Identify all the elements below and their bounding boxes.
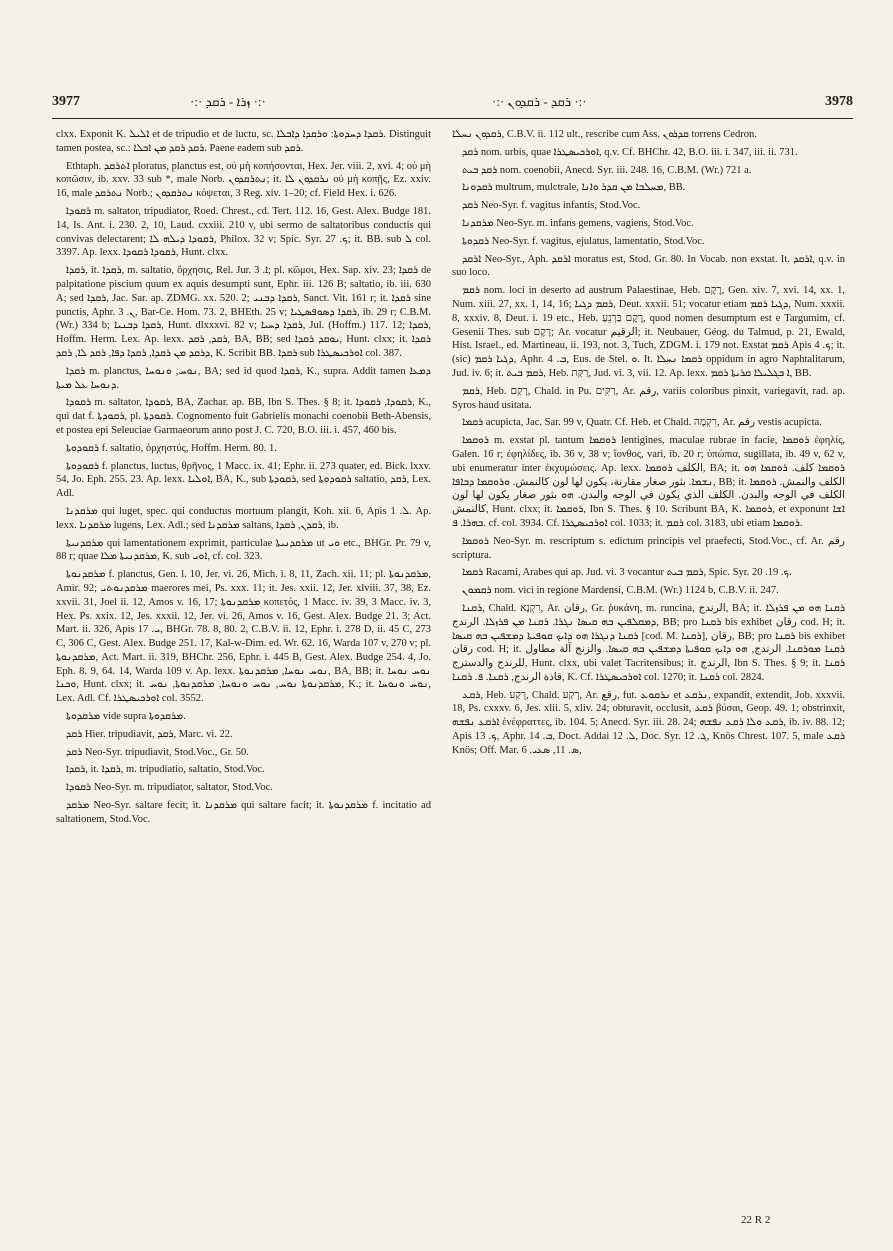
dictionary-entry: ܪܩܕ Neo-Syr. tripudiavit, Stod.Voc., Gr. 50.: [66, 746, 249, 758]
running-title-left: ·:· ܙܪܐ - ܪܩܕ ·:·: [190, 94, 266, 109]
page-header: [52, 94, 853, 116]
dictionary-entry: ܪܩܢܐ, Chald. רִקְנָא, Ar. رقان, Gr. ῥυκάνη, m. runcina, الرندج, BA; it. ܪܩܢܐ ܗܘ ܡܢ ܦܪܙܠܐ ܕܡܩܠܦܝܢ ܒܗ ܩܝܣܐ ܢܓܪܐ. ܪܩܢܐ ܡܢ ܦܪܙܠܐ. الرندج, BB; pro ܪܩܢܐ bis exhibet رقان cod. H; it. ܪܩܢܐ ܕܢܓܪܐ ܗܘ ܕܐܝܟ ܩܘܦܝܬܐ ܕܡܫܦܝܢ ܒܗ ܩܝܣܐ [cod. M. ܪܩܢܐ], رقان, BB; pro ܪܩܢܐ bis exhibet رقان cod. H; it. ܪܩܢܐ ܡܘܪܩܢܐ. الرندج, ܗܘ ܕܐܝܟ ܩܘܦܝܬܐ ܕܡܫܦܝܢ ܒܗ ܩܝܣܐ. والزنج آلة مطاول للرندج والدسترج, Hunt. clxx, ubi valet Tacritensibus; it. الرندج, Ibn S. Thes. § 9; it. ܪܩܢܐ قاذة الرندج, ܪܩܢܐ. ܦ. ܪܩܢܐ, K. Cf. ܐܘܪܟܝܣܛܪܐ col. 1270; it. ܪܩܢܐ col. 2824.: [452, 602, 845, 683]
dictionary-entry: ܪܩܘܕܐ m. saltator, tripudiator, Roed. Chrest., cd. Tert. 112. 16, Gest. Alex. Budge 181. 14, Is. Ant. i. 230. 2, 10, Laud. cxxiii. 210 v, ubi sermo de saltatoribus conductis qui convivas delectarent; ܪܩܘܕܐ ܕܝܠܗ ܠܐ, Philox. 32 v; Spic. Syr. ܟ. 27; it. BB. sub ܠ col. 3397. Ap. lexx. ܪܩܘܕܐ ܪܩܘܕܐ, Hunt. clxx.: [56, 205, 431, 259]
dictionary-entry: clxx. Exponit K. ܐܠܝܠ et de tripudio et de luctu, sc. ܪܩܕܐ ܕܚܕܘܬܐ: ܘܪܩܕܐ ܕܐܒܠܐ. Distinguit tamen postea, sc.: ܪܩܕ ܪܩܕ ܡܢ ܐܒܠܐ. Paene eadem sub ܪܩܕ.: [56, 129, 431, 154]
dictionary-entry: ܪܩܥ, Heb. רָקַע, Chald. רְקַע, Ar. رقع, fut. ܢܪܩܘܥ et ܢܪܩܥ, expandit, extendit, Job. xxxvii. 18, Ps. cxxxv. 6, Jes. xlii. 5, xliv. 24; obturavit, occlusit, ܪܩܥ βύσαι, Geop. 49. 1; obstrinxit, ܐܪܩܥ ܢܦܫܗ ἐνέφραττες, ib. 104. 5; Anecd. Syr. iii. 28. 24; ܪܩܥ ܘܠܐ ܪܩܥ ܢܦܫܗ, ib. iv. 88. 12; Apis ܟ. 13, Aphr. ܒ. 14, Doct. Addai ܠ. 12, Doc. Syr. ܓ. 12, Knös Chrest. 107. 5, male ܪܩܥ Knös; Off. Mar. ܣ. 11, ܣܥܝ. 6,: [452, 689, 845, 756]
dictionary-entry: ܪܩܕܘܢ ܢܚܠܐ, C.B.V. ii. 112 ult., rescribe cum Ass. ܩܕܪܘܢ torrens Cedron.: [452, 129, 757, 140]
dictionary-entry: ܪܩܕܘܢܐ multrum, mulctrale, ܡܚܠܒܐ ܡܢ ܩܕܪ ܘܐܢܐ, BB.: [462, 182, 686, 194]
dictionary-entry: ܪܩܡܘܢ nom. vici in regione Mardensi, C.B.M. (Wr.) 1124 b, C.B.V. ii. 247.: [462, 585, 779, 597]
dictionary-entry: ܪܩܘܕܐ m. saltator, ܪܩܘܕܐ, BA, Zachar. ap. BB, Ibn S. Thes. § 8; it. ܪܩܘܕܐ, ܪܩܘܕܐ, K., qui dat f. ܪܩܘܕܬܐ, pl. ܪܩܘܕܬܐ. Cognomento fuit Gabrielis monachi coenobii Beth-Abensis, et postea epi Seleuciae Garmaeorum anno post J. C. 720, B.O. iii. i. 457, 460 bis.: [56, 397, 431, 436]
dictionary-entry: ܪܩܕܐ m. planctus, ܢܘܚ, ܘܢܘܚܐ, BA; sed id quod ܪܩܕܐ, K., supra. Addit tamen ܕܡܥܐ ܕܢܘܚܐ ܥܠ ܡܝܬܐ.: [56, 365, 431, 391]
dictionary-entry: ܪܩܘܕܘܬܐ f. saltatio, ὀρχηστύς, Hoffm. Herm. 80. 1.: [66, 442, 277, 454]
dictionary-entry: ܪܩܡ nom. loci in deserto ad austrum Palaestinae, Heb. רֶקֶם, Gen. xiv. 7, xvi. 14, xx. 1, Num. xiii. 27, xx. 1, 14, 16; ܪܩܡ ܕܓܝܐ, Deut. xxxii. 51; vocatur etiam ܕܓܝܐ ܪܩܡ, Num. xxxii. 8, xxxiv. 8, Deut. i. 19 etc., Heb. רֶקֶם בַּרְנֵעַ, quod nomen desumptum est e Targumim, cf. Gesenii Thes. sub רֶקֶם; Ar. vocatur الرقيم; it. Neubauer, Géog. du Talmud, p. 21, Ewald, Hist. Israel., ed. Martineau, ii. 193, not. 3, Tuch, ZDGM. i. 179 not. Exstat ܪܩܡ Apis ܟ. 4; it. (sic) ܕܓܝܐ ܪܩܡ, Aphr. ܒ. 4, Eus. de Stel. ܘ. It. ܪܩܡܐ ܢܚܠܐ oppidum in agro Naphtalitarum, Jud. iv. 6; it. ܪܩܡ ܒܝܬ, Heb. רַקַּת, Jud. vi. 3, vii. 12. Ap. lexx. ܐ ܒܓܠܝܠܐ ܩܪܝܬܐ ܪܩܡ, BB.: [452, 285, 845, 379]
signature-mark: 22 R 2: [741, 1214, 771, 1226]
dictionary-entry: ܪܩܕܘܬܐ Neo-Syr. f. vagitus, ejulatus, lamentatio, Stod.Voc.: [462, 235, 705, 247]
dictionary-entry: Ethtaph. ܐܬܪܩܕ ploratus, planctus est, οὐ μὴ κοπήσονται, Hex. Jer. viii. 2, xvi. 4; οὐ μὴ κοπῶσιν, ib. xxv. 33 sub *, male Norb. ܢܬܪܩܕܘܢ; it. ܢܪܩܕܘܢ ܠܐ οὐ μὴ κοπῇς, Ez. xxiv. 16, male ܢܬܪܩܕ Norb.; ܢܬܪܩܕܘܢ κόψεται, 3 Reg. xiv. 1–20; cf. Field Hex. i. 626.: [56, 160, 431, 200]
dictionary-entry: ܪܩܘܕܘܬܐ f. planctus, luctus, θρῆνος, 1 Macc. ix. 41; Ephr. ii. 273 quater, ed. Bick. lxxv. 54, Jo. Eph. 255. 23. Ap. lexx. ܐܘܠܝܐ, BA, K., sub ܪܩܘܕܬܐ, sed ܪܩܘܕܘܬܐ saltatio, ܪܩܕ, Lex. Adl.: [56, 460, 431, 500]
dictionary-entry: ܪܩܡ, Heb. רָקַם, Chald. in Pu. רַקִּים, Ar. رقم, variis coloribus pinxit, variegavit, rad. ap. Syros haud usitata.: [452, 385, 845, 411]
page-number-left: 3977: [52, 94, 80, 109]
dictionary-entry: ܪܩܕܐ, it. ܪܩܕܐ, m. saltatio, ὄρχησις, Rel. Jur. ܐ. 3; pl. κῶμοι, Hex. Sap. xiv. 23; ܪܩܕܐ de palpitatione piscium quum ex aquis desumpti sunt, Ephr. iii. 126 B; saltatio, ib. iii. 630 A; sed ܪܩܕܐ, Jac. Sar. ap. ZDMG. xx. 520. 2; ܪܩܕܐ ܕܒܢܝ, Sanct. Vit. 161 r; it. ܪܩܕܐ sine punctis, Aphr. ܢ. 3, Bar-Ce. Hom. 73. 2, BHEth. 25 v; ܪܩܕܐ ܕܣܘܦܣܛܝܐ, ib. 29 r; C.B.M. (Wr.) 334 b; ܪܩܕܐ ܕܒܢܝܐ, Hunt. dlxxxvi. 82 v; ܪܩܕܐ ܕܚܝܐ, Jul. (Hoffm.) 117. 12; ܪܩܕܐ, Hoffm. Herm. Lex. Ap. lexx. ܪܩܕ, ܪܩܕ, BA, BB; sed ܝܘܩܕ ܪܩܕܐ, Hunt. clxx; it. ܪܩܕܐ ܕܪܩܕ ܡܢ ܪܩܕܐ, ܪܩܕܐ ܕܦܐ, ܪܩܕ ܠܐ, ܪܩܕ, K. Scribit BB. ܪܩܕܐ sub ܐܘܪܟܝܣܛܪܐ col. 387.: [56, 265, 431, 359]
right-column: [452, 128, 845, 1213]
dictionary-entry: ܪܩܡܐ Racami, Arabes qui ap. Jud. vi. 3 vocantur ܪܩܡ ܒܝܬ, Spic. Syr. ܟ. 19. 20.: [462, 567, 792, 579]
dictionary-entry: ܡܪܩܕ Neo-Syr. saltare fecit; it. ܡܪܩܕܢܐ qui saltare facit; it. ܡܪܩܕܢܘܬܐ f. incitatio ad saltationem, Stod.Voc.: [56, 800, 431, 825]
dictionary-entry: ܡܪܩܕܢܝܬܐ qui lamentationem exprimit, particulae ܡܪܩܕܢܝܬܐ ut ܘܝ etc., BHGr. Pr. 79 v, 88 r; quae ܡܪܩܕܢܝܬܐ ܡܠܐ, K. sub ܐܘܝ, cf. col. 323.: [56, 537, 431, 563]
left-column: [56, 128, 431, 1213]
dictionary-entry: ܡܪܩܕܢܐ qui luget, spec. qui conductus mortuum plangit, Koh. xii. 6, Apis ܠ. 1. Ap. lexx. ܡܪܩܕܢܐ lugens, Lex. Adl.; sed ܡܪܩܕܢܐ saltans, ܪܩܕܢ, ܪܩܕܐ, ib.: [56, 505, 431, 531]
dictionary-entry: ܪܩܕܐ, it. ܪܩܕܐ, m. tripudiatio, saltatio, Stod.Voc.: [66, 764, 265, 776]
dictionary-entry: ܪܩܕ Hier. tripudiavit, ܪܩܕ, Marc. vi. 22.: [66, 728, 233, 740]
dictionary-entry: ܡܪܩܕܢܐ Neo-Syr. m. infans gemens, vagiens, Stod.Voc.: [462, 217, 694, 229]
dictionary-entry: ܐܪܩܕ Neo-Syr., Aph. ܐܪܩܕ moratus est, Stod. Gr. 80. In Vocab. non exstat. It. ܐܪܩܕ, q.v. in suo loco.: [452, 253, 845, 279]
dictionary-entry: ܪܩܕ Neo-Syr. f. vagitus infantis, Stod.Voc.: [462, 200, 641, 212]
dictionary-entry: ܪܩܕ ܒܝܬ nom. coenobii, Anecd. Syr. iii. 248. 16, C.B.M. (Wr.) 721 a.: [462, 164, 752, 176]
dictionary-entry: ܡܪܩܕܢܘܬܐ f. planctus, Gen. l. 10, Jer. vi. 26, Mich. i. 8, 11, Zach. xii. 11; pl. ܡܪܩܕܢܘܬܐ, Amir. 92; ܡܪܩܕܢܘܬܝ maerores mei, Ps. xxx. 11; it. Jes. xxii. 12, Jer. xlviii. 37, 38, Ez. xxvii. 31, Joel ii. 12, Amos v. 16, 17; ܡܪܩܕܢܘܬܐ κοπετός, 1 Macc. iv. 39, 3 Macc. iv. 3, Hex. Ps. xxix. 12, Jes. xxxii. 12, Jer. vi. 26, Amos v. 16, Gest. Alex. Budge 21. 3; Act. Mart. ii. 326, Apis ܝ. 17, BHGr. 78. 8, 80. 2, C.B.V. ii. 12, Ephr. i. 278 D, ii. 45 C, 273 C, 306 C, Gest. Alex. Budge 251. 17, Kal-w-Dim. ed. Wr. 62. 16, Warda 107 v, 270 v; pl. ܡܪܩܕܢܘܬܐ, Act. Mart. ii. 319, BHChr. 256, Ephr. i. 445 B, Gest. Alex. Budge 254. 4, Jo. Eph. 8. 9, 64. 14, Warda 109 v. Ap. lexx. ܢܘܚ ܢܘܚܐ, ܡܪܩܕܢܘܬܐ, BA, BB; it. ܢܘܚ ܢܘܚܐ ܘܟܢܐ, Hunt. clxx; it. ܡܪܩܕܢܘܬܐ ܢܘܚ, ܢܘܚ ܘܢܘܚܐ, ܡܪܩܕܢܘܬܐ, ܢܘܚ, K.; it. ܢܘܚ ܘܢܘܚܐ, Lex. Adl. Cf. ܐܘܪܟܝܣܛܪܐ col. 3552.: [56, 569, 431, 705]
dictionary-entry: ܪܩܕ nom. urbis, quae ܐܘܪܟܝܣܛܪܐ, q.v. Cf. BHChr. 42, B.O. iii. i. 347, iii. ii. 731.: [462, 146, 798, 158]
header-rule: [52, 118, 853, 119]
dictionary-entry: ܪܘܩܡܐ Neo-Syr. m. rescriptum s. edictum principis vel praefecti, Stod.Voc., cf. Ar. رقم scriptura.: [452, 535, 845, 561]
dictionary-entry: ܡܪܩܕܘܬܐ vide supra ܡܪܩܕܘܬܐ.: [66, 711, 186, 723]
page-number-right: 3978: [825, 94, 853, 109]
dictionary-entry: ܪܩܡܐ acupicta, Jac. Sar. 99 v, Quatr. Cf. Heb. et Chald. רִקְמָה, Ar. رقم vestis acupicta.: [462, 417, 822, 429]
dictionary-entry: ܪܘܩܡܐ m. exstat pl. tantum ܪܘܩܡܐ lentigines, maculae rubrae in facie, ܪܘܩܡܐ ἐφηλίς, Galen. 16 r; ἐφηλίδες, ib. 36 v, 38 v; ἴονθος, vari, ib. 20 r; ὑπώπια, sugillata, ib. 49 v, 62 v, ubi enumeratur inter ἐκχυμώσεις. Ap. lexx. الكلف ܪܘܩܡܐ, BA; it. ܪܘܩܡܐ كلف. ܪܘܩܡܐ ܗܘ ܢܫܡܐ. بثور صغار مقارنة، يكون لها لون كالنمش. ܘܪܘܩܡܐ ܕܒܐܦܐ, BB; it. الكلف والنمش. ܪܘܩܡܐ الكلف في الوجه والبدن. الكلف الذي يكون في الوجه والبدن. ܗܘ بثور صغار يكون لها لون كالنمش, Hunt. clxx; it. ܪܘܩܡܐ, Ibn S. Thes. § 10. Scribunt BA, K. ܪܘܩܡܐ, et exponunt ܐܫܐ ܒܗܪܐ. ܦ. cf. col. 3934. Cf. ܐܘܪܟܝܣܛܪܐ col. 1033; it. ܪܩܡ col. 3183, ubi etiam ܪܘܩܡܐ.: [452, 435, 845, 529]
dictionary-entry: ܪܩܘܕܐ Neo-Syr. m. tripudiator, saltator, Stod.Voc.: [66, 782, 273, 794]
running-title-right: ·:· ܪܩܕ - ܪܩܕܘܢ ·:·: [492, 94, 587, 109]
